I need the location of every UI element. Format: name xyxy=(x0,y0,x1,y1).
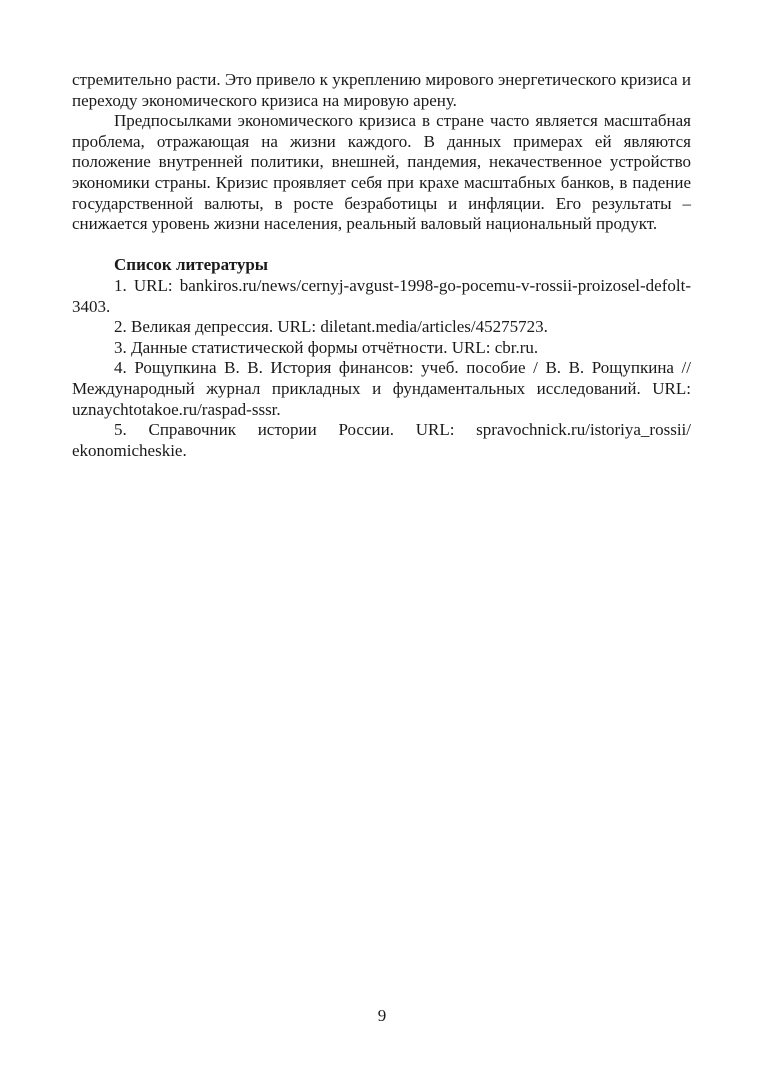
references-heading: Список литературы xyxy=(114,255,269,275)
body-paragraph: Предпосылками экономического кризиса в стране часто является масштабная проблема, отражающая на жизни каждого. В данных примерах ей являются положение внутренней политики, внешней, пандемия, некачественное устройство экономики страны. Кризис проявляет себя при крахе масштабных банков, в падение государственной валюты, в росте безработицы и инфляции. Его результаты – снижается уровень жизни населения, реальный валовый национальный продукт. xyxy=(72,111,691,234)
reference-item-3: 3. Данные статистической формы отчётности. URL: cbr.ru. xyxy=(114,337,539,357)
reference-item-4: 4. Рощупкина В. В. История финансов: учеб. пособие / В. В. Рощупкина // Международный журнал прикладных и фундаментальных исследований. URL: uznaychtotakoe.ru/raspad-sssr. xyxy=(72,358,691,419)
reference-item-5: 5. Справочник истории России. URL: spravochnick.ru/istoriya_rossii/​ekonomicheskie. xyxy=(72,420,691,460)
text-block xyxy=(72,70,691,461)
reference-item-1: 1. URL: bankiros.ru/news/cernyj-avgust-1998-go-pocemu-v-rossii-proizosel-defolt-3403. xyxy=(72,275,691,316)
page-number: 9 xyxy=(377,1006,387,1025)
body-paragraph-continuation: стремительно расти. Это привело к укреплению мирового энергетического кризиса и переходу экономического кризиса на мировую арену. xyxy=(72,70,691,110)
reference-item-2: 2. Великая депрессия. URL: diletant.media/articles/45275723. xyxy=(114,317,548,337)
